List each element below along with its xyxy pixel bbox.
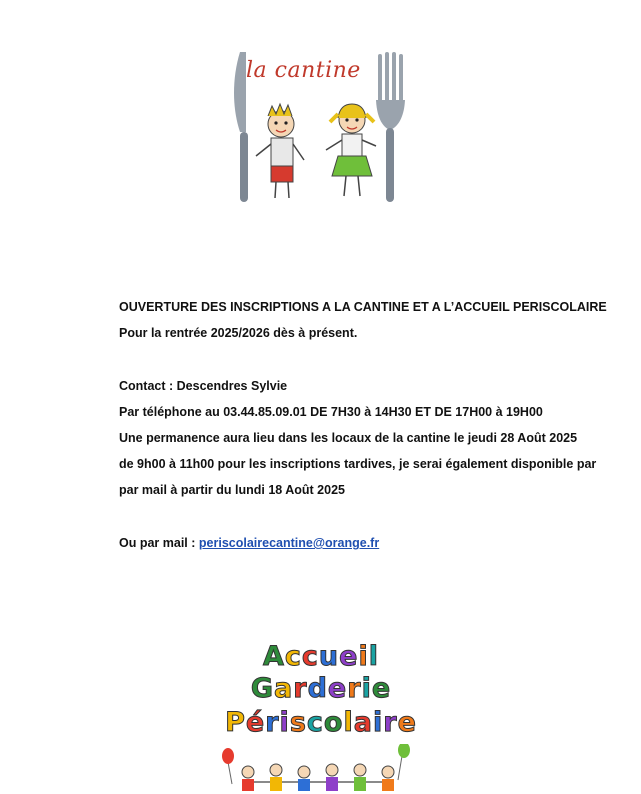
garderie-word-text: Garderie — [250, 673, 392, 704]
phone-line: Par téléphone au 03.44.85.09.01 DE 7H30 à 14H30 ET DE 17H00 à 19H00 — [119, 405, 543, 419]
announcement-heading: OUVERTURE DES INSCRIPTIONS A LA CANTINE ET A L’ACCUEIL PERISCOLAIRE — [119, 300, 607, 314]
school-year-line: Pour la rentrée 2025/2026 dès à présent. — [119, 326, 358, 340]
mail-line — [119, 530, 599, 556]
children-illustration — [218, 744, 424, 794]
contact-line: Contact : Descendres Sylvie — [119, 379, 288, 393]
accueil-word-text: Accueil — [262, 641, 379, 672]
accueil-word — [218, 642, 424, 672]
email-link[interactable]: periscolairecantine@orange.fr — [198, 536, 380, 550]
permanence-hours-line: de 9h00 à 11h00 pour les inscriptions tardives, je serai également disponible par — [119, 457, 597, 471]
spacer — [119, 346, 599, 373]
cantine-title: la cantine — [246, 58, 361, 83]
announcement-text — [119, 294, 607, 556]
periscolaire-word — [218, 708, 424, 738]
mail-date-line: par mail à partir du lundi 18 Août 2025 — [119, 483, 345, 497]
cantine-logo — [226, 48, 416, 208]
periscolaire-word-text: Périscolaire — [225, 707, 417, 738]
garderie-word — [218, 674, 424, 704]
permanence-line: Une permanence aura lieu dans les locaux de la cantine le jeudi 28 Août 2025 — [119, 431, 578, 445]
spacer — [119, 503, 599, 530]
mail-prefix: Ou par mail : — [119, 536, 199, 550]
accueil-logo — [218, 640, 424, 790]
